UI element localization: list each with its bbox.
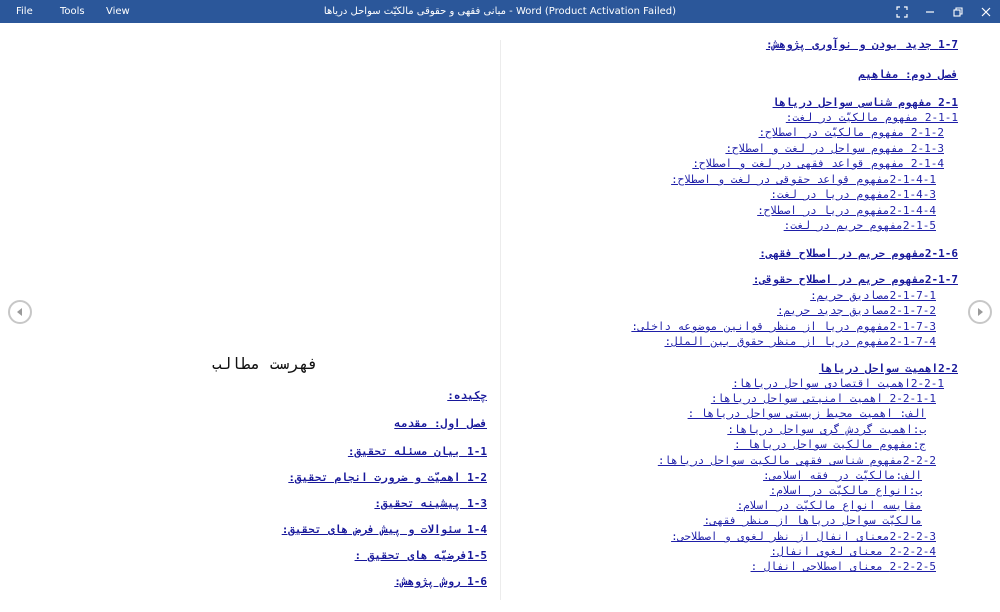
restore-icon — [953, 7, 963, 17]
right-toc-link[interactable]: 2-2-2مفهوم شناسی فقهی مالکیت سواحل دریاها: — [657, 454, 936, 467]
menu-tools-label[interactable]: Tools — [60, 6, 85, 17]
restore-button[interactable] — [944, 0, 972, 23]
menu-view[interactable] — [106, 0, 130, 23]
close-button[interactable] — [972, 0, 1000, 23]
next-page-button[interactable] — [968, 300, 992, 324]
minimize-icon — [925, 7, 935, 17]
right-toc-link[interactable]: 2-2-1اهمیت اقتصادی سواحل دریاها: — [732, 377, 944, 390]
right-toc-link[interactable]: 2-1-2 مفهوم مالکیّت در اصطلاح: — [758, 126, 944, 139]
right-toc-link[interactable]: مالکیّت سواحل دریاها از منظر فقهی: — [703, 514, 922, 527]
right-toc-link[interactable]: 2-2-1-1 اهمیت امنیتی سواحل دریاها: — [710, 392, 936, 405]
toc-title: فهرست مطالب — [212, 354, 318, 373]
left-toc-link[interactable]: 1-6 روش پژوهش: — [394, 575, 487, 588]
right-toc-link[interactable]: ب:انواع مالکیّت در اسلام: — [769, 484, 922, 497]
left-toc-link[interactable]: 1-1 بیان مسئله تحقیق: — [347, 445, 487, 458]
document-page-left — [0, 23, 500, 612]
right-toc-link[interactable]: 2-1-7-2مصادیق جدید حریم: — [777, 304, 936, 317]
right-toc-link[interactable]: الف: اهمیت محیط زیستی سواحل دریاها : — [687, 407, 926, 420]
right-toc-link[interactable]: 2-1-4-4مفهوم دریا در اصطلاح: — [757, 204, 936, 217]
right-toc-link[interactable]: 2-2اهمیت سواحل دریاها — [818, 362, 958, 375]
title-bar — [0, 0, 1000, 23]
window-title-bar-text — [0, 0, 1000, 23]
chevron-right-icon — [975, 307, 985, 317]
previous-page-button[interactable] — [8, 300, 32, 324]
left-toc-link[interactable]: فصل اول: مقدمه — [394, 417, 487, 430]
menu-file-label[interactable]: File — [16, 6, 33, 17]
right-toc-link[interactable]: 2-1-1 مفهوم مالکیّت در لغت: — [785, 111, 958, 124]
right-toc-link[interactable]: 1-7 جدید بودن و نوآوری پژوهش: — [765, 38, 958, 51]
right-toc-link[interactable]: ج:مفهوم مالکیت سواحل دریاها : — [733, 438, 926, 451]
menu-tools[interactable] — [60, 0, 85, 23]
right-toc-link[interactable]: 2-1-6مفهوم حریم در اصطلاح فقهی: — [759, 247, 958, 260]
left-toc-link[interactable]: 1-3 پیشینه تحقیق: — [374, 497, 487, 510]
menu-view-label[interactable]: View — [106, 6, 130, 17]
right-toc-link[interactable]: 2-1-4-1مفهوم قواعد حقوقی در لغت و اصطلاح: — [671, 173, 936, 186]
right-toc-link[interactable]: مقایسه انواع مالکیّت در اسلام: — [736, 499, 922, 512]
focus-mode-icon — [896, 6, 908, 18]
right-toc-link[interactable]: 2-1-5مفهوم حریم در لغت: — [783, 219, 936, 232]
window-title: مبانی فقهی و حقوقی مالکیّت سواحل دریاها - Word (Product Activation Failed) — [323, 6, 677, 17]
document-page-right — [500, 23, 1000, 612]
minimize-button[interactable] — [916, 0, 944, 23]
right-toc-link[interactable]: 2-2-2-3معنای انفال از نظر لغوی و اصطلاحی: — [671, 530, 936, 543]
chevron-left-icon — [15, 307, 25, 317]
left-toc-link[interactable]: 1-5فرضیّه های تحقیق : — [354, 549, 487, 562]
right-toc-link[interactable]: ب:اهمیت گردش گری سواحل دریاها: — [727, 423, 926, 436]
right-toc-link[interactable]: 2-1-7مفهوم حریم در اصطلاح حقوقی: — [752, 273, 958, 286]
left-toc-link[interactable]: 1-4 سئوالات و پیش فرض های تحقیق: — [281, 523, 487, 536]
right-toc-link[interactable]: 2-1-7-1مصادیق حریم: — [810, 289, 936, 302]
right-toc-link[interactable]: 2-1-3 مفهوم سواحل در لغت و اصطلاح: — [725, 142, 944, 155]
right-toc-link[interactable]: فصل دوم: مفاهیم — [858, 68, 958, 81]
menu-file[interactable] — [16, 0, 33, 23]
right-toc-link[interactable]: 2-1 مفهوم شناسی سواحل دریاها — [772, 96, 958, 109]
focus-mode-button[interactable] — [888, 0, 916, 23]
left-toc-link[interactable]: چکیده: — [447, 389, 487, 402]
right-toc-link[interactable]: 2-1-4 مفهوم قواعد فقهی در لغت و اصطلاح: — [692, 157, 944, 170]
right-toc-link[interactable]: الف:مالکیّت در فقه اسلامی: — [763, 469, 922, 482]
right-toc-link[interactable]: 2-2-2-4 معنای لغوی انفال: — [770, 545, 936, 558]
left-toc-link[interactable]: 1-2 اهمیّت و ضرورت انجام تحقیق: — [288, 471, 487, 484]
close-icon — [981, 7, 991, 17]
right-toc-link[interactable]: 2-1-7-3مفهوم دریا از منظر قوانین موضوعه داخلی: — [631, 320, 936, 333]
right-toc-link[interactable]: 2-1-4-3مفهوم دریا در لغت: — [770, 188, 936, 201]
right-toc-link[interactable]: 2-1-7-4مفهوم دریا از منظر حقوق بین الملل: — [664, 335, 936, 348]
right-toc-link[interactable]: 2-2-2-5 معنای اصطلاحی انفال : — [750, 560, 936, 573]
